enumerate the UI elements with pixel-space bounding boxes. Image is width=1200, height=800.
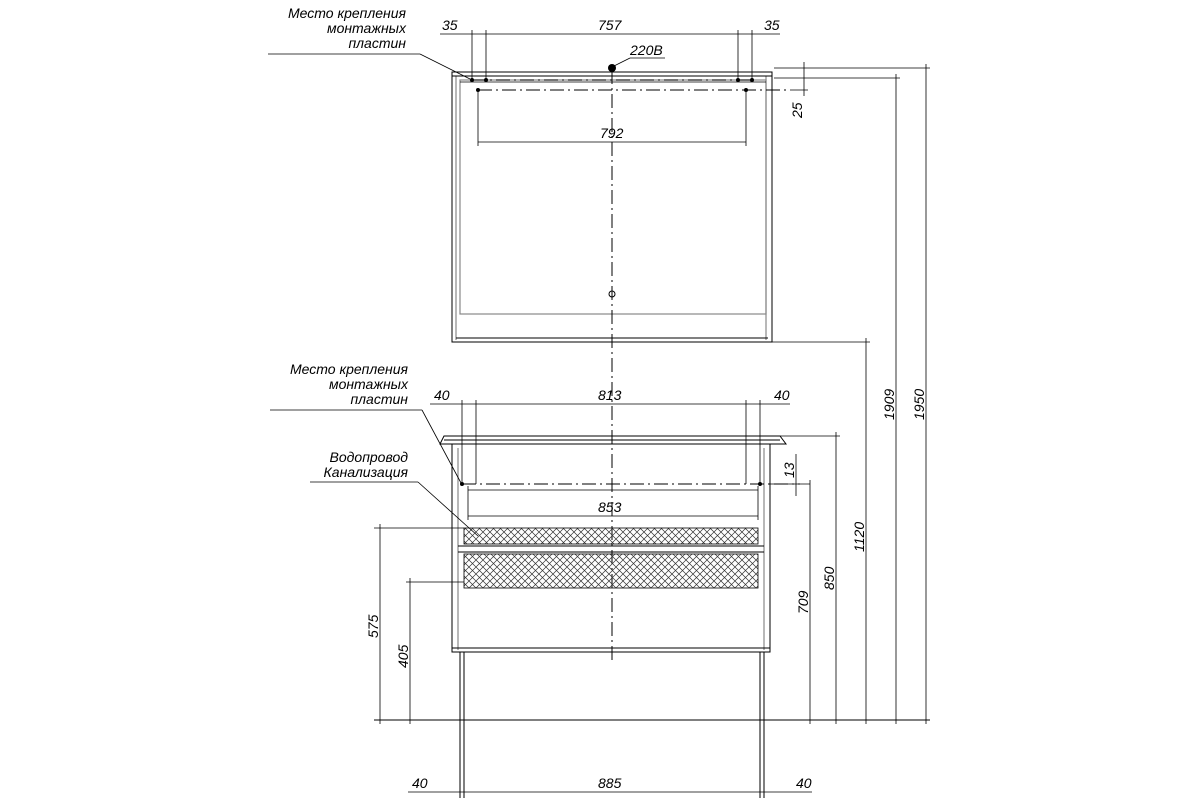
plumbing-zone-upper	[464, 528, 758, 544]
svg-text:Канализация: Канализация	[323, 464, 408, 480]
dim-height-1120: 1120	[851, 521, 867, 552]
dim-height-575: 575	[365, 614, 381, 638]
cabinet-body	[452, 444, 770, 652]
cabinet-top-dimensions	[430, 387, 840, 520]
dim-height-850: 850	[821, 566, 837, 590]
dim-cabinet-top-gap: 13	[781, 462, 797, 478]
svg-text:Место крепления: Место крепления	[289, 361, 408, 377]
dim-base-span: 885	[598, 775, 622, 791]
svg-text:Место крепления: Место крепления	[287, 5, 406, 21]
power-label: 220В	[630, 42, 663, 58]
right-height-dimensions	[772, 64, 927, 724]
dim-mirror-top-gap: 25	[789, 102, 805, 118]
dim-cabinet-right-offset: 40	[774, 387, 790, 403]
dim-height-1950: 1950	[911, 388, 927, 420]
dim-base-left-offset: 40	[412, 775, 428, 791]
dim-mirror-right-offset: 35	[764, 17, 780, 33]
dim-cabinet-left-offset: 40	[434, 387, 450, 403]
mirror-top-dimensions	[440, 17, 930, 146]
svg-text:пластин: пластин	[350, 391, 408, 407]
dim-height-1909: 1909	[881, 388, 897, 420]
dim-cabinet-span: 813	[598, 387, 622, 403]
mirror-inner-frame	[460, 80, 766, 314]
svg-text:монтажных: монтажных	[326, 20, 406, 36]
base-dimensions	[408, 775, 812, 792]
svg-text:Водопровод: Водопровод	[329, 449, 408, 465]
dim-cabinet-inner-span: 853	[598, 499, 622, 515]
dim-height-709: 709	[795, 590, 811, 614]
plumbing-label	[310, 449, 478, 536]
dim-height-405: 405	[395, 644, 411, 668]
dim-mirror-span: 757	[598, 17, 622, 33]
mirror-mount-label	[268, 5, 470, 79]
dim-mirror-left-offset: 35	[442, 17, 458, 33]
left-height-dimensions	[365, 524, 464, 724]
svg-text:пластин: пластин	[348, 35, 406, 51]
svg-text:монтажных: монтажных	[328, 376, 408, 392]
dim-mirror-plate-span: 792	[600, 125, 624, 141]
dim-base-right-offset: 40	[796, 775, 812, 791]
plumbing-zone-lower	[464, 554, 758, 588]
